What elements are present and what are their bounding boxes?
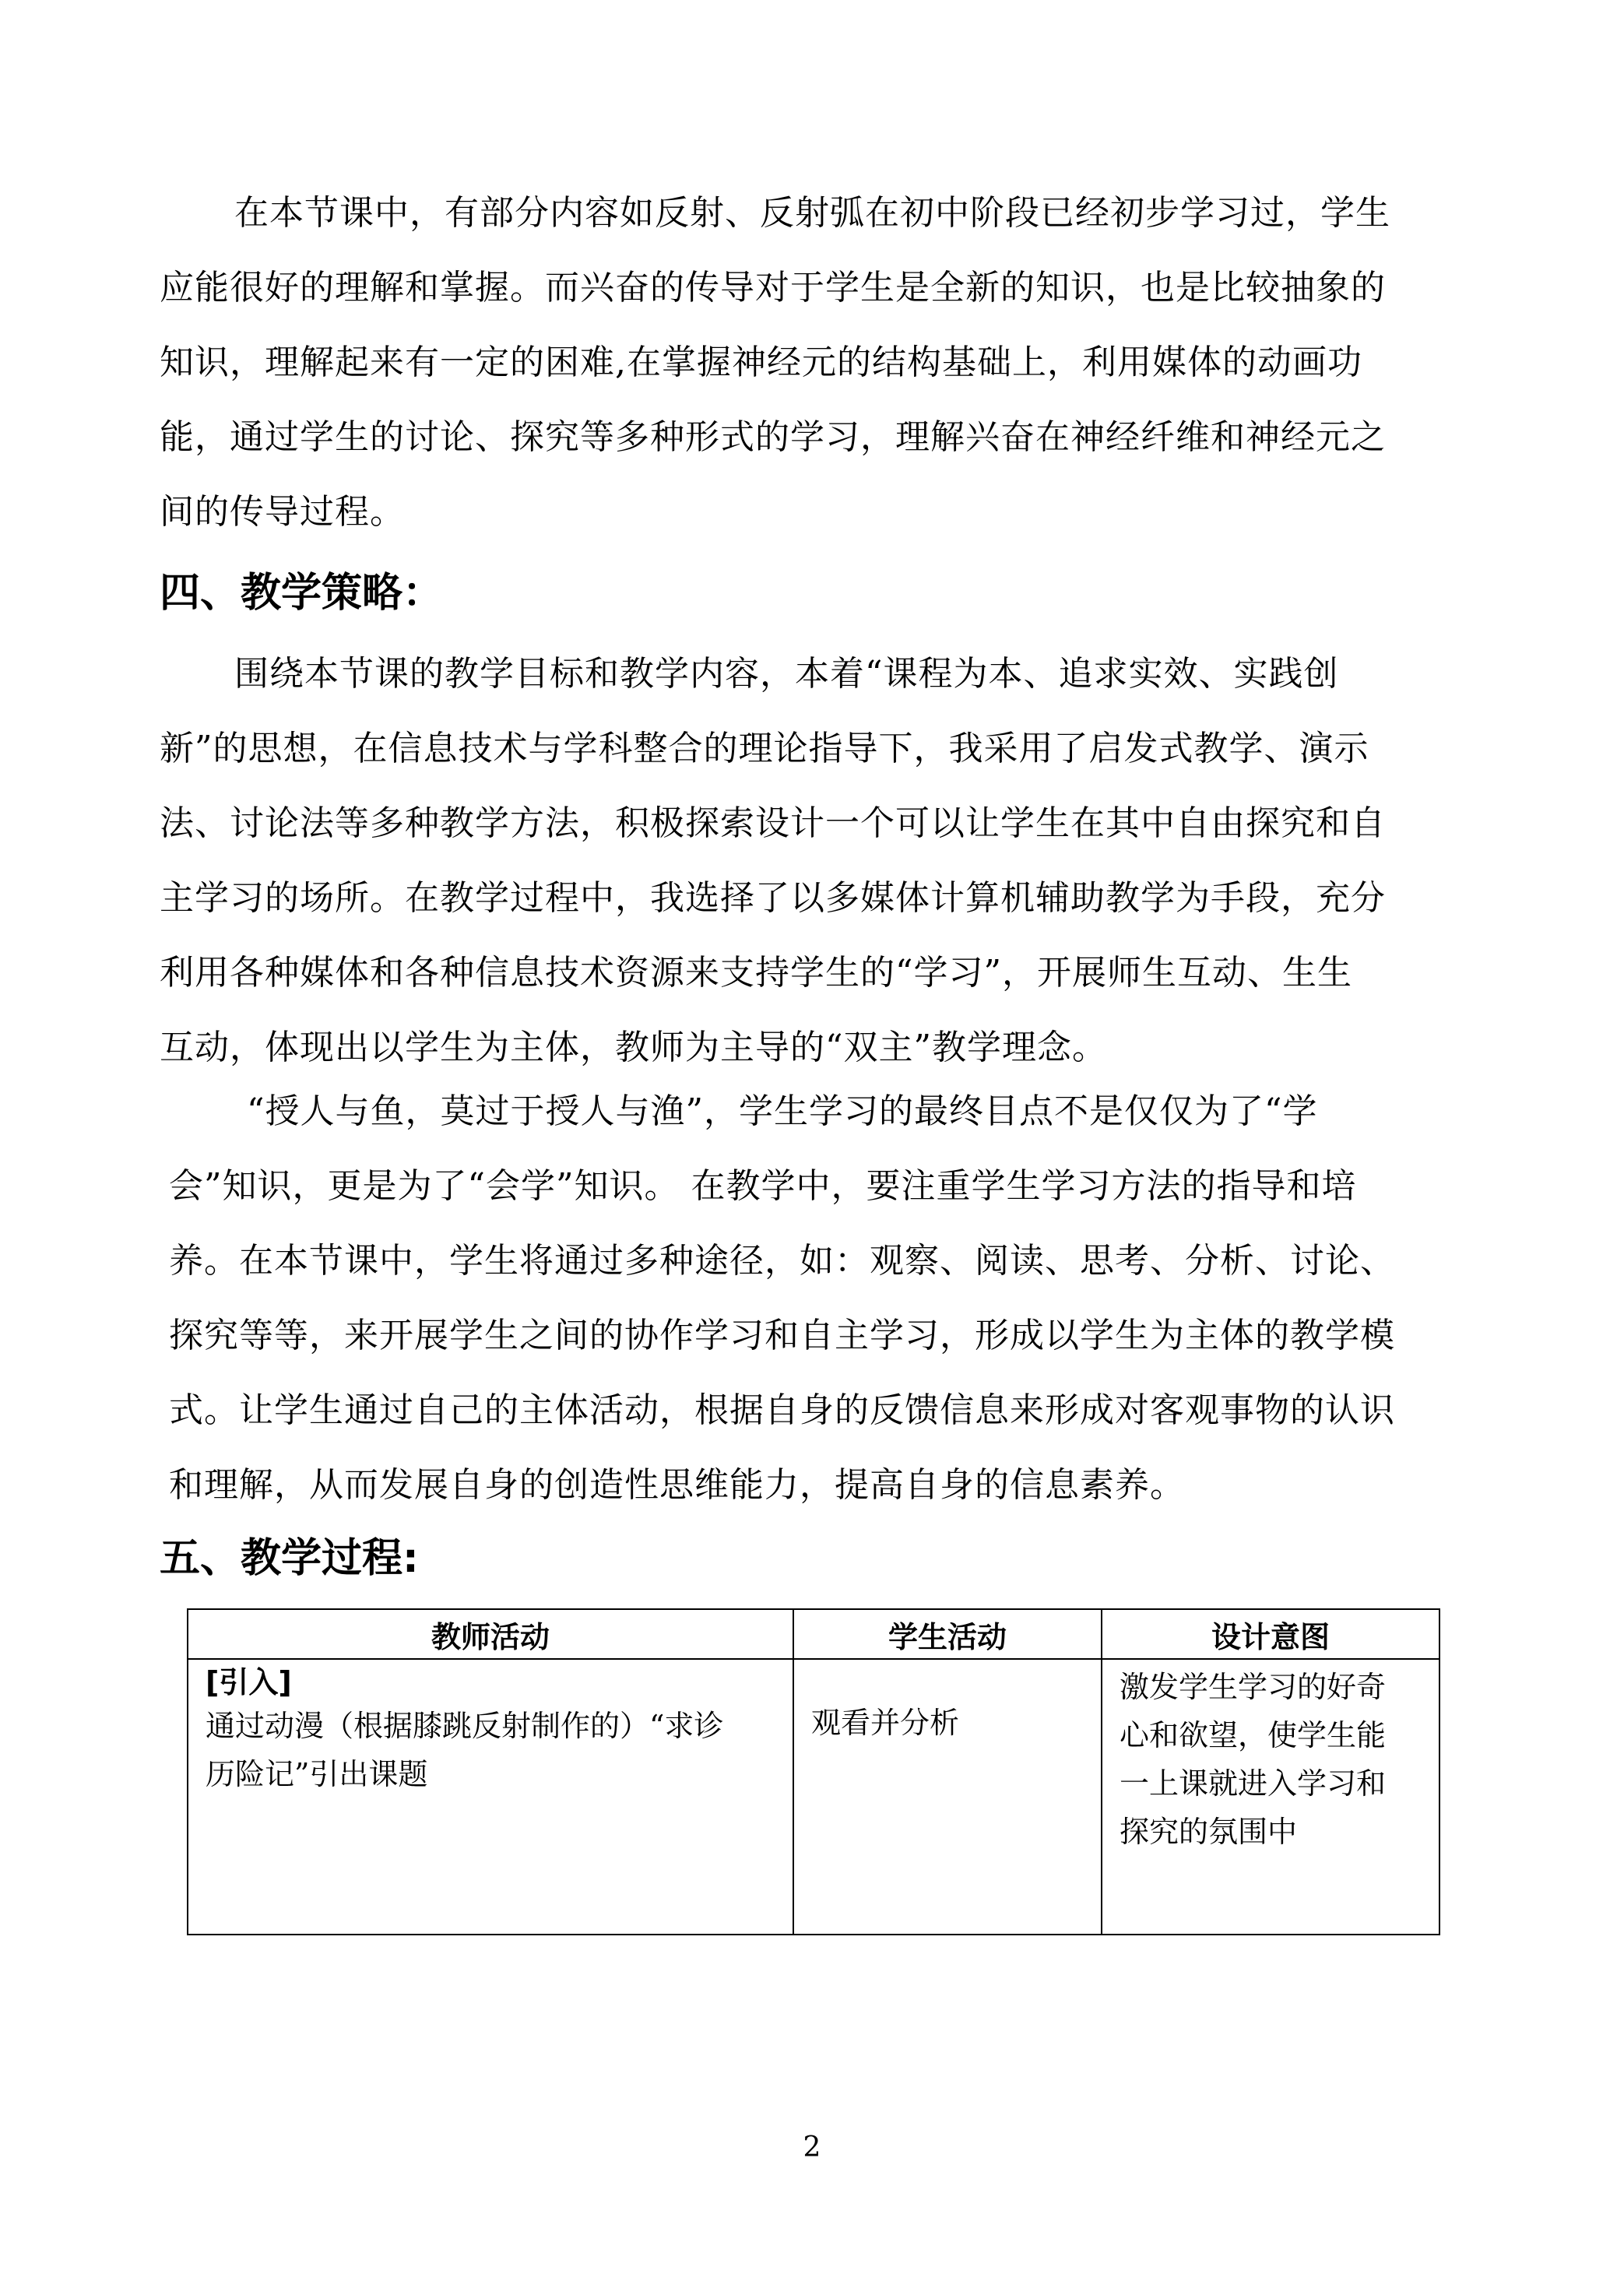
text-line: “授人与鱼，莫过于授人与渔”，学生学习的最终目点不是仅仅为了“学 bbox=[247, 1091, 1318, 1131]
teaching-process-table bbox=[187, 1608, 1440, 1935]
cell-student-activity bbox=[793, 1659, 1102, 1935]
cell-teacher-activity bbox=[188, 1659, 793, 1935]
cell-text-line: 观看并分析 bbox=[811, 1706, 960, 1740]
text-line: 法、讨论法等多种教学方法，积极探索设计一个可以让学生在其中自由探究和自 bbox=[160, 803, 1386, 843]
section-heading-teaching-strategy: 四、教学策略： bbox=[160, 570, 444, 617]
page-number: 2 bbox=[803, 2132, 821, 2163]
text-line: 式。让学生通过自己的主体活动，根据自身的反馈信息来形成对客观事物的认识 bbox=[169, 1390, 1395, 1430]
paragraph-strategy-1 bbox=[160, 637, 1483, 1085]
cell-design-intent bbox=[1102, 1659, 1439, 1935]
table-header-row bbox=[188, 1609, 1439, 1659]
table-row bbox=[188, 1659, 1439, 1935]
text-line: 和理解，从而发展自身的创造性思维能力，提高自身的信息素养。 bbox=[169, 1465, 1185, 1505]
cell-text-line: 探究的氛围中 bbox=[1120, 1815, 1298, 1849]
text-line: 主学习的场所。在教学过程中，我选择了以多媒体计算机辅助教学为手段，充分 bbox=[160, 878, 1386, 918]
section-heading-teaching-process: 五、教学过程: bbox=[160, 1535, 419, 1582]
text-line: 在本节课中，有部分内容如反射、反射弧在初中阶段已经初步学习过，学生 bbox=[234, 193, 1390, 233]
cell-label-introduction: [引入] bbox=[206, 1665, 292, 1699]
cell-text-line: 通过动漫（根据膝跳反射制作的）“求诊 bbox=[206, 1709, 724, 1743]
column-header-student-activity: 学生活动 bbox=[793, 1609, 1102, 1659]
cell-text-line: 历险记”引出课题 bbox=[206, 1757, 428, 1791]
cell-text-line: 激发学生学习的好奇 bbox=[1120, 1670, 1387, 1704]
text-line: 新”的思想，在信息技术与学科整合的理论指导下，我采用了启发式教学、演示 bbox=[160, 729, 1369, 768]
paragraph-strategy-2 bbox=[160, 1074, 1483, 1523]
text-line: 利用各种媒体和各种信息技术资源来支持学生的“学习”，开展师生互动、生生 bbox=[160, 953, 1352, 993]
paragraph-section3 bbox=[160, 176, 1483, 550]
text-line: 探究等等，来开展学生之间的协作学习和自主学习，形成以学生为主体的教学模 bbox=[169, 1316, 1395, 1355]
text-line: 围绕本节课的教学目标和教学内容，本着“课程为本、追求实效、实践创 bbox=[234, 654, 1339, 694]
text-line: 应能很好的理解和掌握。而兴奋的传导对于学生是全新的知识，也是比较抽象的 bbox=[160, 268, 1386, 308]
text-line: 互动，体现出以学生为主体，教师为主导的“双主”教学理念。 bbox=[160, 1028, 1107, 1067]
text-line: 知识，理解起来有一定的困难,在掌握神经元的结构基础上，利用媒体的动画功 bbox=[160, 343, 1362, 382]
cell-text-line: 心和欲望，使学生能 bbox=[1120, 1718, 1387, 1752]
cell-text-line: 一上课就进入学习和 bbox=[1120, 1766, 1387, 1801]
text-line: 间的传导过程。 bbox=[160, 492, 405, 532]
column-header-teacher-activity: 教师活动 bbox=[188, 1609, 793, 1659]
column-header-design-intent: 设计意图 bbox=[1102, 1609, 1439, 1659]
text-line: 能，通过学生的讨论、探究等多种形式的学习，理解兴奋在神经纤维和神经元之 bbox=[160, 417, 1386, 457]
text-line: 会”知识，更是为了“会学”知识。 在教学中，要注重学生学习方法的指导和培 bbox=[169, 1166, 1357, 1206]
text-line: 养。在本节课中，学生将通过多种途径，如：观察、阅读、思考、分析、讨论、 bbox=[169, 1241, 1395, 1281]
